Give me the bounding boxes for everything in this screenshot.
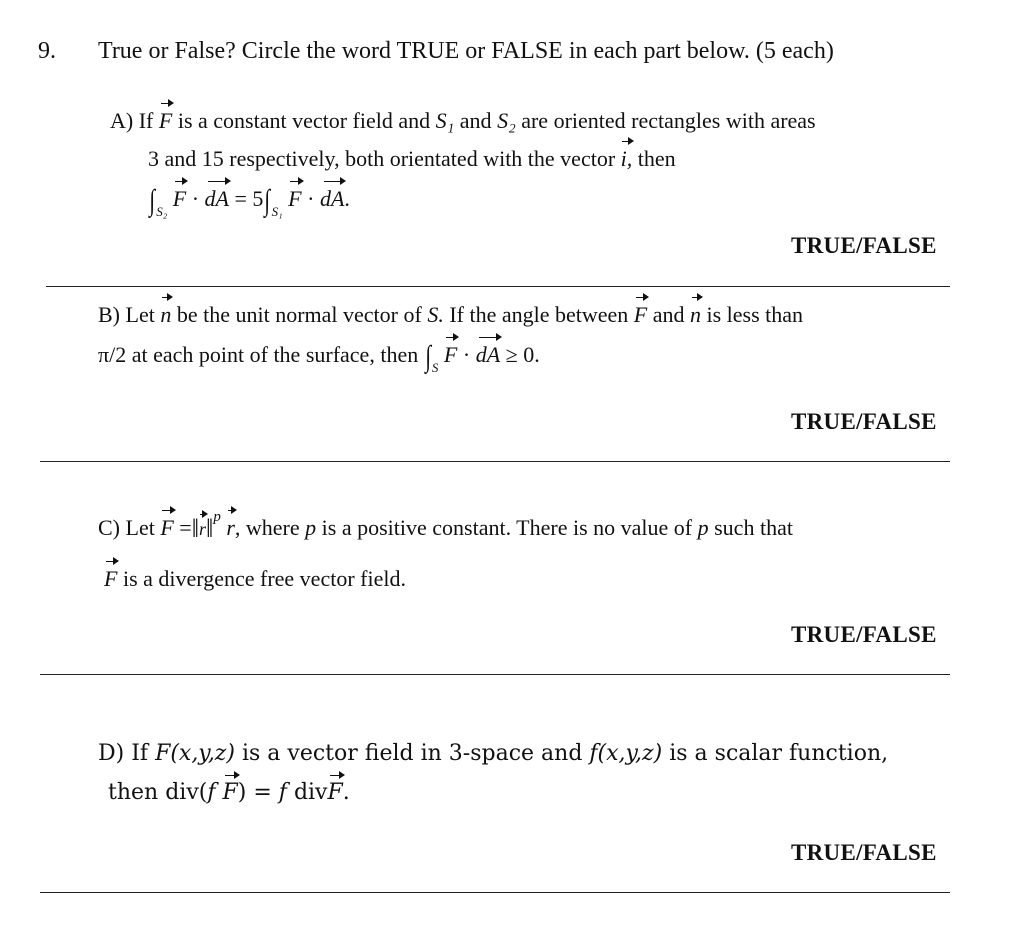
question-number: 9. [38,38,56,64]
sub-s1: S₁ [271,204,283,219]
integral-sign: ∫ [149,184,155,217]
part-a-and: and [459,108,492,133]
vector-F: F [104,566,118,591]
part-c-label: C) Let [98,515,155,540]
dot-operator: · [191,186,200,211]
part-b-line-1 [98,302,803,328]
scalar-function-f: f(x,y,z) [589,741,663,766]
norm-bars-right: ‖ [206,514,214,543]
period: . [344,186,350,211]
scalar-f: f [278,780,287,805]
part-a-text-end: are oriented rectangles with areas [521,108,816,133]
part-a-if: If [138,108,154,133]
integral-sign: ∫ [424,340,431,373]
equals-five: = 5 [234,186,264,211]
vector-F: F [172,186,187,211]
part-d-then: then [108,780,159,805]
part-b-label: B) Let [98,302,155,327]
part-a-label: A) [110,108,134,133]
variable-p: p [305,515,317,540]
part-d-answer[interactable]: TRUE/FALSE [791,840,937,865]
part-b-answer[interactable]: TRUE/FALSE [791,409,937,434]
vector-dA: dA [319,186,345,211]
part-b-text: be the unit normal vector of [176,302,422,327]
vector-n: n [690,302,701,327]
vector-F: F [288,186,302,211]
part-c-answer[interactable]: TRUE/FALSE [791,622,937,647]
part-a-answer[interactable]: TRUE/FALSE [791,233,937,258]
part-a-equation [148,184,350,220]
part-a-line-2-text: 3 and 15 respectively, both orientated with the vector [148,146,616,171]
div-close-eq: ) = [237,780,272,805]
equals: = [179,515,192,540]
divider-b [40,461,950,462]
question-heading: True or False? Circle the word TRUE or FALSE in each part below. (5 each) [98,38,834,64]
part-c-text-end: such that [714,515,793,540]
surface-S: S. [427,302,444,327]
part-c-line-2-text: is a divergence free vector field. [122,566,406,591]
part-a-then: then [637,146,676,171]
norm-bars-left: ‖ [191,514,200,543]
part-c-line-2 [104,566,406,592]
divider-a [46,286,950,287]
period: . [342,780,350,805]
part-b-and: and [652,302,685,327]
exponent-p: p [213,509,221,525]
vector-r: r [226,515,235,540]
scalar-f: f [207,780,216,805]
div-operator: div [293,780,328,805]
part-d-label: D) If [98,741,149,766]
sub-S: S [431,360,439,375]
part-c-line-1 [98,509,793,544]
vector-r: r [199,519,207,539]
dot-operator: · [462,342,471,367]
variable-p: p [697,515,709,540]
part-d-text: is a vector field in 3-space and [241,741,583,766]
part-b-text-2: If the angle between [449,302,629,327]
part-c-where: , where [234,515,300,540]
part-d-line-1 [98,741,888,766]
vector-dA: dA [475,342,501,367]
part-a-line-2 [148,146,676,172]
geq-zero: ≥ 0. [505,342,540,367]
surface-s1: S₁ [435,108,455,133]
vector-n: n [160,302,172,327]
vector-F: F [443,342,458,367]
vector-F: F [633,302,648,327]
sub-s2: S₂ [156,204,168,219]
part-a-text: is a constant vector field and [177,108,431,133]
part-c-text: is a positive constant. There is no value of [321,515,693,540]
vector-F: F [327,780,343,805]
divider-d [40,892,950,893]
dot-operator: · [307,186,315,211]
vector-i: i, [620,146,633,171]
vector-F: F [160,515,174,540]
part-b-text-end: is less than [706,302,804,327]
part-d-text-end: is a scalar function, [669,741,889,766]
part-d-line-2 [108,780,350,805]
divider-c [40,674,950,675]
vector-F: F [222,780,238,805]
vector-F: F [158,108,173,133]
part-b-line-2-text: π/2 at each point of the surface, then [98,342,419,367]
integral-sign: ∫ [264,184,271,217]
part-b-line-2 [98,340,540,376]
surface-s2: S₂ [497,108,516,133]
part-a-line-1 [110,108,816,134]
vector-field-F: F(x,y,z) [155,741,235,766]
vector-dA: dA [204,186,229,211]
div-open: div( [165,780,208,805]
